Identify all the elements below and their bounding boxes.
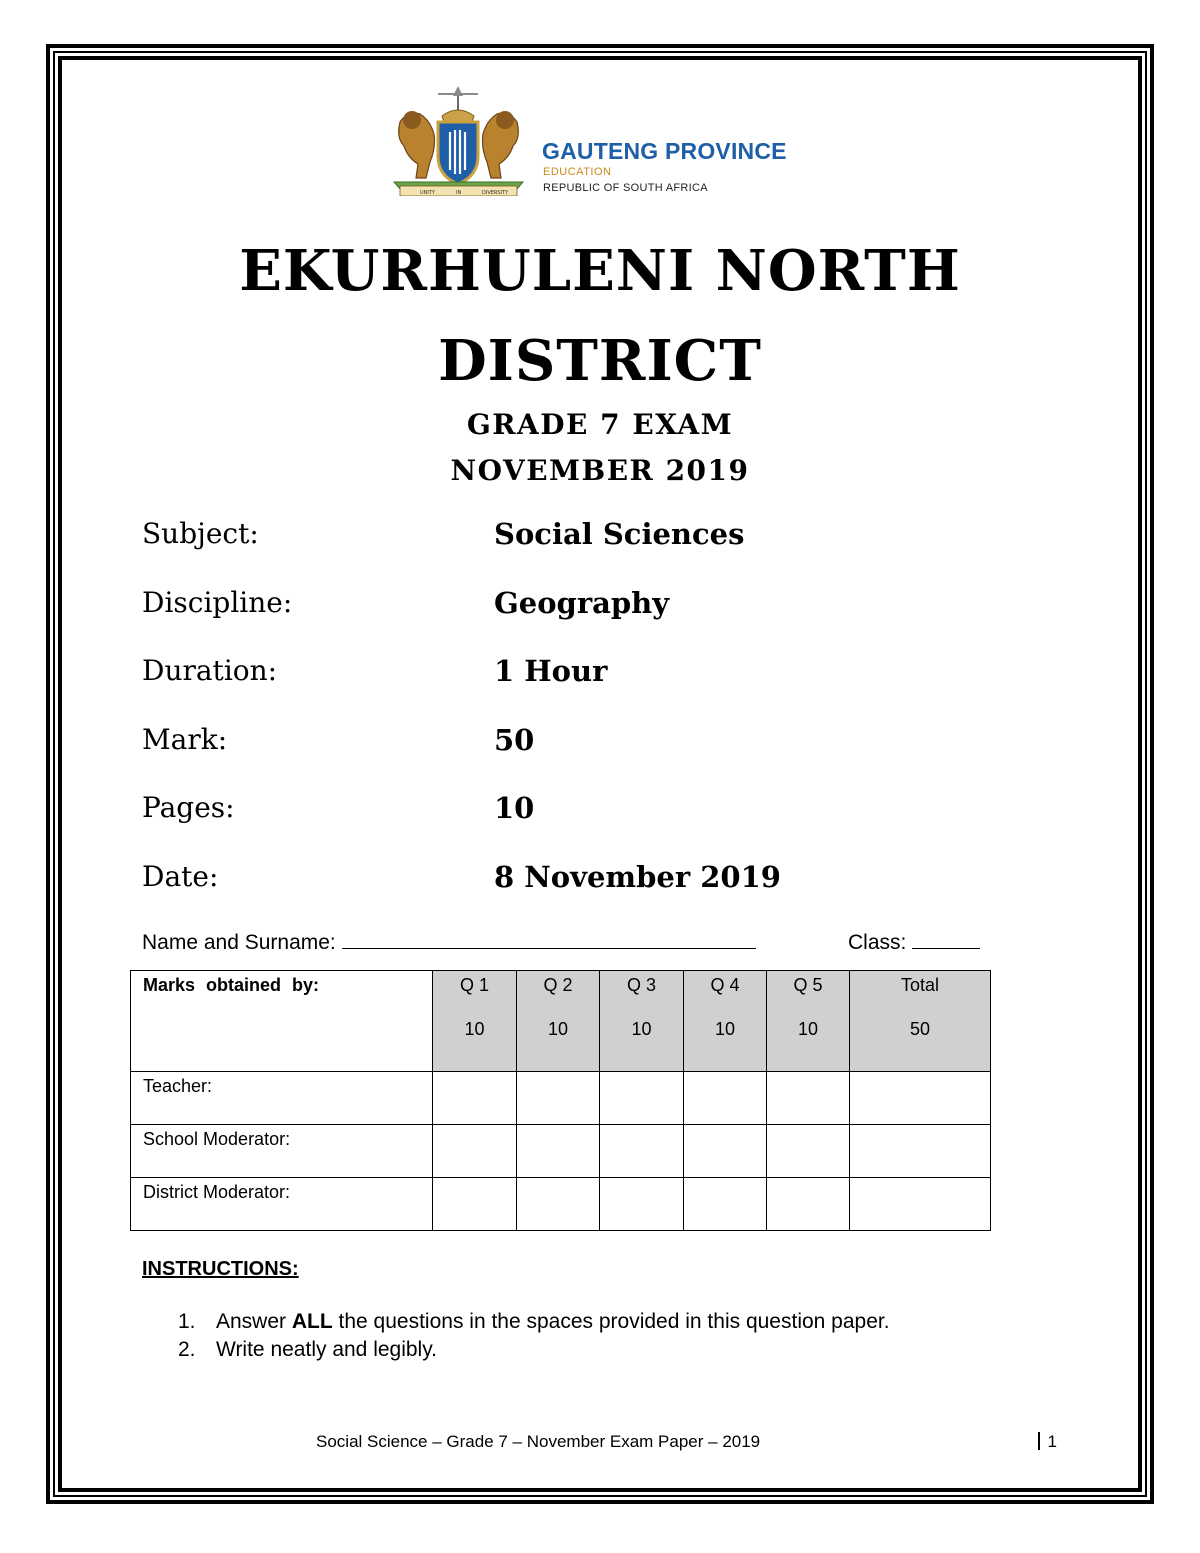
marks-row-label: School Moderator: (131, 1125, 433, 1178)
mark-cell[interactable] (684, 1178, 767, 1231)
info-value: 10 (494, 791, 535, 825)
question-column-header: Q 5 10 (767, 971, 850, 1072)
mark-cell[interactable] (600, 1072, 684, 1125)
marks-row-school-moderator (131, 1125, 991, 1178)
province-name: GAUTENG PROVINCE (542, 138, 787, 164)
class-blank[interactable] (912, 926, 980, 949)
info-row-duration (142, 649, 1042, 718)
question-column-header: Q 4 10 (684, 971, 767, 1072)
class-label: Class: (848, 931, 907, 954)
mark-cell[interactable] (433, 1178, 517, 1231)
coat-of-arms-icon (386, 86, 531, 196)
info-label: Mark: (142, 722, 228, 756)
info-row-mark (142, 718, 1042, 787)
info-row-subject (142, 512, 1042, 581)
mark-cell[interactable] (684, 1125, 767, 1178)
page-number: 1 (1038, 1432, 1057, 1452)
mark-cell[interactable] (684, 1072, 767, 1125)
info-label: Date: (142, 859, 219, 893)
department-name: EDUCATION (543, 166, 612, 178)
district-title-line1: EKURHULENI NORTH (239, 238, 961, 304)
info-label: Pages: (142, 791, 235, 824)
crest-motto-word: IN (456, 190, 462, 196)
marks-header-label: Marks obtained by: (131, 971, 433, 1072)
gauteng-logo (386, 86, 806, 201)
mark-cell[interactable] (517, 1125, 600, 1178)
info-value: 1 Hour (494, 654, 608, 688)
exam-info-list (142, 512, 1042, 923)
marks-header-row (131, 971, 991, 1072)
info-label: Discipline: (142, 585, 293, 619)
instruction-item: 1. Answer ALL the questions in the spaces provided in this question paper. (178, 1310, 890, 1333)
mark-cell[interactable] (767, 1178, 850, 1231)
mark-cell[interactable] (600, 1125, 684, 1178)
exam-date-title: NOVEMBER 2019 (450, 454, 750, 487)
page-footer: Social Science – Grade 7 – November Exam Paper – 2019 (316, 1432, 761, 1451)
mark-cell[interactable] (767, 1072, 850, 1125)
question-column-header: Q 1 10 (433, 971, 517, 1072)
marks-row-district-moderator (131, 1178, 991, 1231)
marks-table (130, 970, 991, 1231)
mark-cell[interactable] (517, 1072, 600, 1125)
mark-cell[interactable] (433, 1125, 517, 1178)
marks-row-label: District Moderator: (131, 1178, 433, 1231)
total-column-header: Total 50 (850, 971, 991, 1072)
mark-cell[interactable] (433, 1072, 517, 1125)
question-column-header: Q 2 10 (517, 971, 600, 1072)
info-value: 50 (494, 722, 535, 757)
crest-motto-word: UNITY (420, 190, 435, 196)
info-value: Geography (494, 585, 670, 620)
mark-cell[interactable] (850, 1072, 991, 1125)
mark-cell[interactable] (850, 1178, 991, 1231)
mark-cell[interactable] (767, 1125, 850, 1178)
class-field[interactable] (848, 926, 980, 958)
district-title-line2: DISTRICT (438, 328, 762, 394)
instructions-list (178, 1308, 890, 1364)
crest-motto-word: DIVERSITY (482, 190, 509, 196)
info-row-discipline (142, 581, 1042, 650)
info-row-pages (142, 786, 1042, 855)
mark-cell[interactable] (600, 1178, 684, 1231)
country-name: REPUBLIC OF SOUTH AFRICA (543, 182, 708, 194)
info-row-date (142, 855, 1042, 924)
marks-row-label: Teacher: (131, 1072, 433, 1125)
exam-grade-title: GRADE 7 EXAM (466, 408, 734, 441)
question-column-header: Q 3 10 (600, 971, 684, 1072)
name-surname-blank[interactable] (342, 926, 756, 949)
mark-cell[interactable] (850, 1125, 991, 1178)
info-label: Duration: (142, 654, 278, 687)
name-surname-field[interactable] (142, 926, 756, 958)
info-value: 8 November 2019 (494, 859, 781, 894)
instructions-heading: INSTRUCTIONS: (142, 1258, 299, 1280)
name-surname-label: Name and Surname: (142, 931, 336, 954)
info-value: Social Sciences (494, 517, 745, 551)
instruction-item: 2. Write neatly and legibly. (178, 1338, 438, 1361)
marks-row-teacher (131, 1072, 991, 1125)
mark-cell[interactable] (517, 1178, 600, 1231)
info-label: Subject: (142, 517, 259, 550)
